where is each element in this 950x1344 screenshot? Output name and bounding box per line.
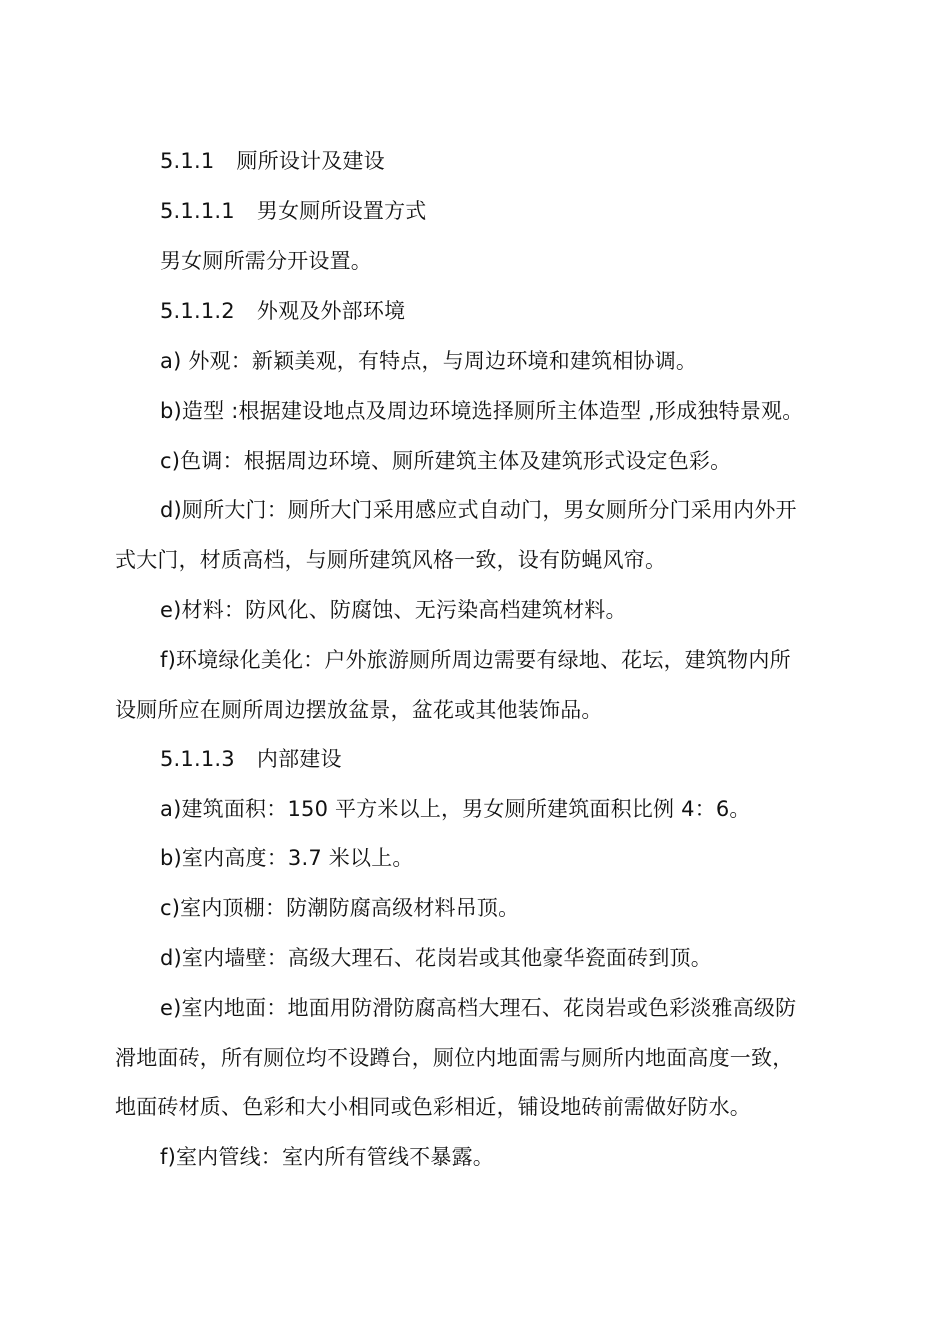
item-appearance: a) 外观：新颖美观，有特点，与周边环境和建筑相协调。 — [160, 349, 698, 373]
heading-title: 厕所设计及建设 — [236, 149, 385, 173]
item-height: b)室内高度：3.7 米以上。 — [160, 846, 414, 870]
heading-number: 5.1.1.3 — [160, 747, 235, 771]
heading-5-1-1 — [0, 146, 950, 176]
item-gate-line-2: 式大门，材质高档，与厕所建筑风格一致，设有防蝇风帘。 — [115, 548, 667, 572]
item-area: a)建筑面积：150 平方米以上，男女厕所建筑面积比例 4：6。 — [160, 797, 751, 821]
paragraph-separate-toilets: 男女厕所需分开设置。 — [160, 249, 372, 273]
heading-5-1-1-1 — [0, 196, 950, 226]
item-ceiling: c)室内顶棚：防潮防腐高级材料吊顶。 — [160, 896, 520, 920]
item-wall: d)室内墙壁：高级大理石、花岗岩或其他豪华瓷面砖到顶。 — [160, 946, 712, 970]
heading-title: 内部建设 — [256, 747, 342, 771]
item-floor-line-1: e)室内地面：地面用防滑防腐高档大理石、花岗岩或色彩淡雅高级防 — [160, 996, 797, 1020]
item-floor-line-3: 地面砖材质、色彩和大小相同或色彩相近，铺设地砖前需做好防水。 — [115, 1095, 751, 1119]
item-shape: b)造型 :根据建设地点及周边环境选择厕所主体造型 ,形成独特景观。 — [160, 399, 804, 423]
item-gate-line-1: d)厕所大门：厕所大门采用感应式自动门，男女厕所分门采用内外开 — [160, 498, 797, 522]
heading-title: 外观及外部环境 — [256, 299, 406, 323]
item-color: c)色调：根据周边环境、厕所建筑主体及建筑形式设定色彩。 — [160, 449, 732, 473]
heading-number: 5.1.1 — [160, 149, 215, 173]
heading-number: 5.1.1.1 — [160, 199, 235, 223]
heading-5-1-1-2 — [0, 296, 950, 326]
heading-number: 5.1.1.2 — [160, 299, 235, 323]
item-pipes: f)室内管线：室内所有管线不暴露。 — [160, 1145, 494, 1169]
item-material: e)材料：防风化、防腐蚀、无污染高档建筑材料。 — [160, 598, 627, 622]
item-floor-line-2: 滑地面砖，所有厕位均不设蹲台，厕位内地面需与厕所内地面高度一致， — [115, 1046, 794, 1070]
item-greening-line-2: 设厕所应在厕所周边摆放盆景，盆花或其他装饰品。 — [115, 698, 603, 722]
item-greening-line-1: f)环境绿化美化：户外旅游厕所周边需要有绿地、花坛，建筑物内所 — [160, 648, 791, 672]
heading-title: 男女厕所设置方式 — [256, 199, 427, 223]
heading-5-1-1-3 — [0, 744, 950, 774]
